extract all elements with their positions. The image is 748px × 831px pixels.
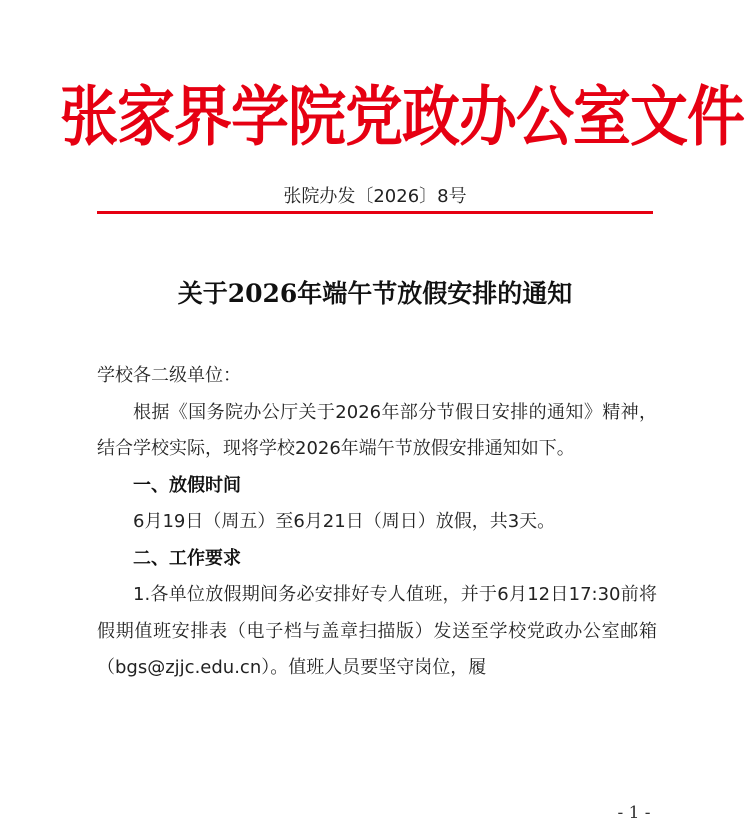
document-masthead: 张家界学院党政办公室文件 [60,78,745,155]
holiday-time-paragraph: 6月19日（周五）至6月21日（周日）放假，共3天。 [133,511,556,532]
document-number: 张院办发〔2026〕8号 [283,186,467,207]
requirement-item-1: 1.各单位放假期间务必安排好专人值班，并于6月12日17:30前将假期值班安排表（电子档与盖章扫描版）发送至学校党政办公室邮箱（bgs@zjjc.edu.cn）。值班人员要坚守岗位，履 [97,584,657,678]
section-heading-work-requirements: 二、工作要求 [133,547,241,569]
section-heading-holiday-time: 一、放假时间 [133,474,241,496]
notice-title: 关于2026年端午节放假安排的通知 [177,279,573,308]
red-separator-line [97,211,653,214]
intro-paragraph: 根据《国务院办公厅关于2026年部分节假日安排的通知》精神，结合学校实际，现将学校2026年端午节放假安排通知如下。 [97,401,657,459]
page-number: - 1 - [617,803,651,823]
document-body [97,358,657,687]
salutation: 学校各二级单位： [97,365,241,386]
